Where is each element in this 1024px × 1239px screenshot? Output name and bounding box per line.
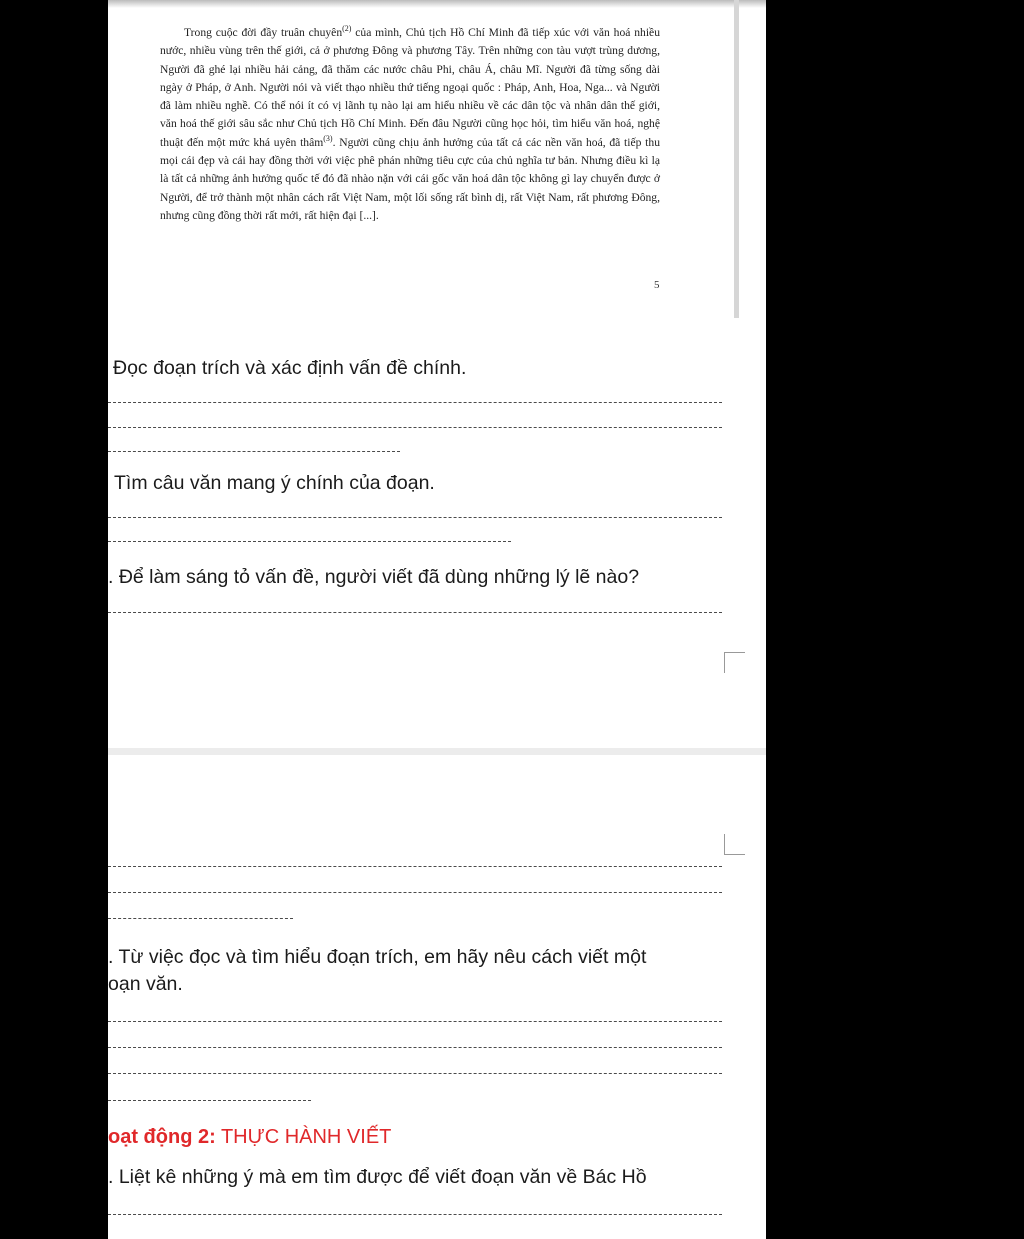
excerpt-part-2: của mình, Chủ tịch Hồ Chí Minh đã tiếp xúc với văn hoá nhiều nước, nhiều vùng trên thế giới, cả ở phương Đông và phương Tây. Trên những con tàu vượt trùng dương, Người đã ghé lại nhiều hải cảng, đã thăm các nước châu Phi, châu Á, châu Mĩ. Người đã từng sống dài ngày ở Pháp, ở Anh. Người nói và viết thạo nhiều thứ tiếng ngoại quốc : Pháp, Anh, Hoa, Nga... và Người đã làm nhiều nghề. Có thể nói ít có vị lãnh tụ nào lại am hiểu nhiều về các dân tộc và nhân dân thế giới, văn hoá thế giới sâu sắc như Chủ tịch Hồ Chí Minh. Đến đâu Người cũng học hỏi, tìm hiểu văn hoá, nghệ thuật đến một mức khá uyên thâm: [160, 26, 661, 149]
document-page: [108, 0, 766, 1239]
answer-line: [108, 1214, 722, 1215]
answer-line: [108, 1047, 722, 1048]
page-margin-marker: [724, 834, 745, 855]
question-1: Đọc đoạn trích và xác định vấn đề chính.: [113, 357, 467, 379]
answer-line: [108, 866, 722, 867]
activity-label: oạt động 2:: [108, 1126, 216, 1148]
question-3: . Để làm sáng tỏ vấn đề, người viết đã dùng những lý lẽ nào?: [108, 566, 640, 588]
answer-line: [108, 1021, 722, 1022]
answer-line: [108, 612, 722, 613]
answer-line: [108, 517, 722, 518]
excerpt-part-3: . Người cũng chịu ảnh hưởng của tất cả các nền văn hoá, đã tiếp thu mọi cái đẹp và cái hay đồng thời với việc phê phán những tiêu cực của chủ nghĩa tư bản. Nhưng điều kì lạ là tất cả những ảnh hưởng quốc tế đó đã nhào nặn với cái gốc văn hoá dân tộc không gì lay chuyển được ở Người, để trở thành một nhân cách rất Việt Nam, một lối sống rất bình dị, rất Việt Nam, rất phương Đông, nhưng cũng đồng thời rất mới, rất hiện đại [...].: [160, 135, 660, 222]
answer-line: [108, 451, 400, 452]
excerpt-paragraph: [160, 24, 660, 225]
scrollbar-thumb[interactable]: [734, 0, 739, 318]
footnote-ref-2: (2): [342, 24, 352, 34]
answer-line: [108, 402, 722, 403]
question-4-line-1: . Từ việc đọc và tìm hiểu đoạn trích, em hãy nêu cách viết một: [108, 946, 647, 968]
previous-page-edge: [108, 0, 766, 8]
excerpt-part-1: Trong cuộc đời đầy truân chuyên: [184, 26, 343, 39]
answer-line: [108, 1073, 722, 1074]
answer-line: [108, 1100, 311, 1101]
page-break: [108, 748, 766, 755]
answer-line: [108, 918, 293, 919]
activity-title: THỰC HÀNH VIẾT: [215, 1126, 392, 1148]
question-5: . Liệt kê những ý mà em tìm được để viết đoạn văn về Bác Hồ: [108, 1166, 647, 1188]
page-number: 5: [654, 279, 660, 291]
question-4-line-2: oạn văn.: [108, 973, 183, 995]
activity-heading: [108, 1126, 391, 1149]
question-2: Tìm câu văn mang ý chính của đoạn.: [114, 472, 435, 494]
answer-line: [108, 541, 511, 542]
page-margin-marker: [724, 652, 745, 673]
answer-line: [108, 892, 722, 893]
footnote-ref-3: (3): [323, 133, 333, 143]
answer-line: [108, 427, 722, 428]
